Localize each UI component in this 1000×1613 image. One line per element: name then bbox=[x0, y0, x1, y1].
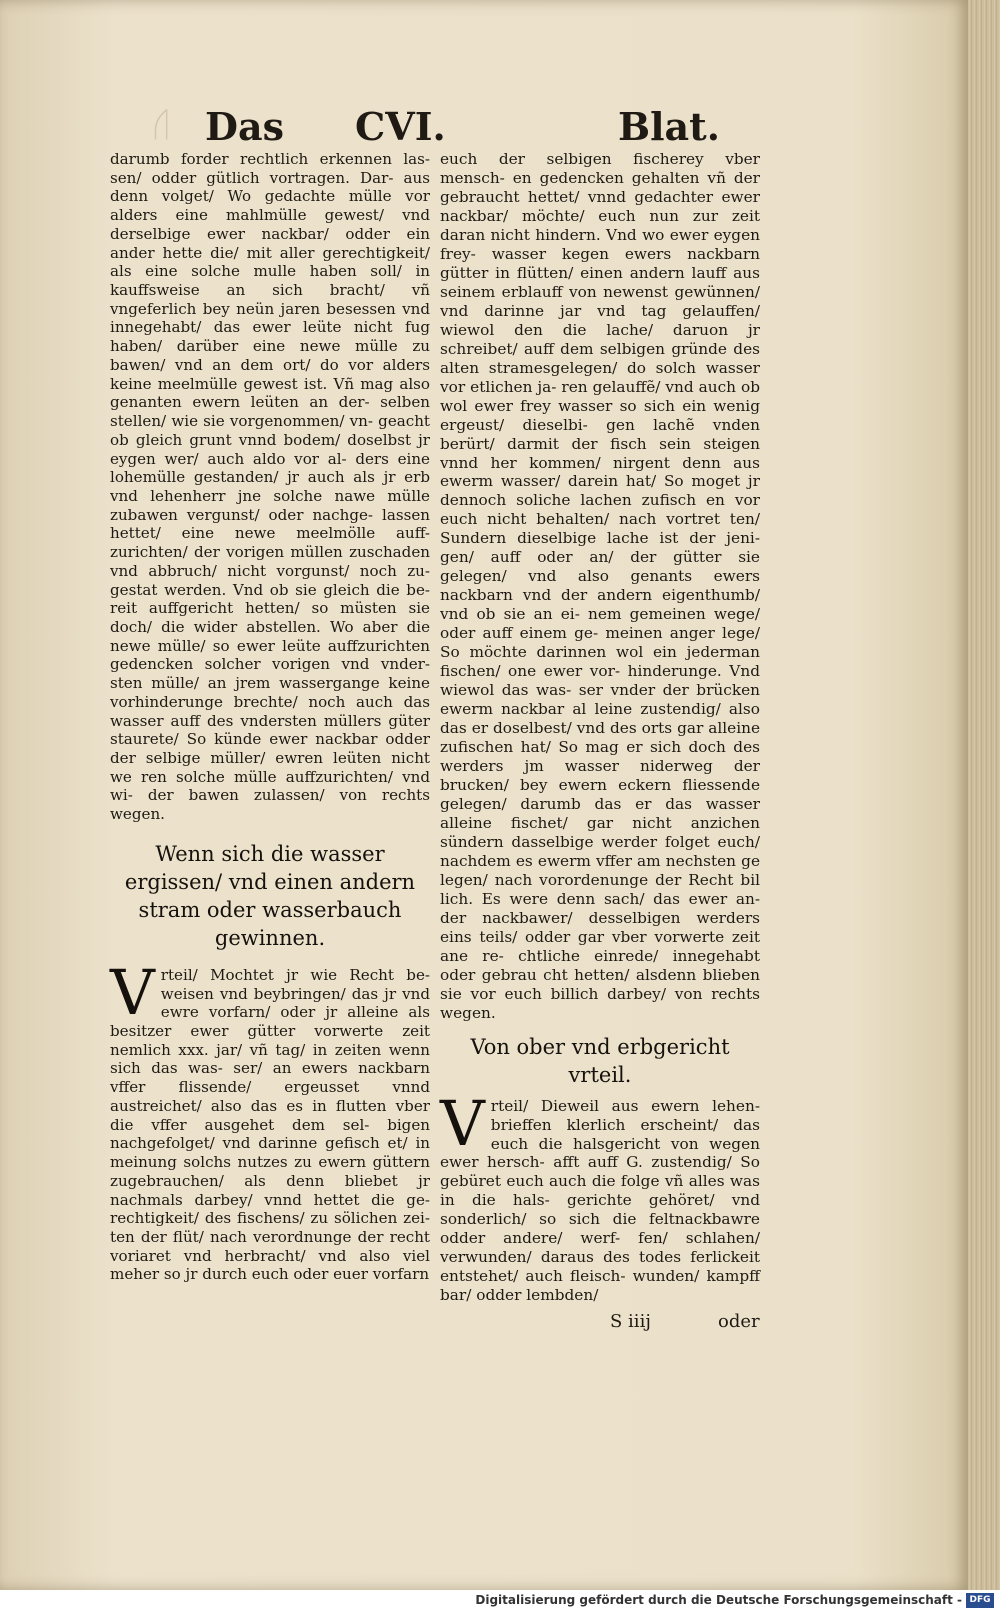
left-paragraph-1: darumb forder rechtlich erkennen las- sen/ odder gütlich vortragen. Dar- aus denn volget/ Wo gedachte mülle vor alders eine mahlmülle gewest/ vnd derselbige ewer nackbar/ odder ein ander hette die/ mit aller gerechtigkeit/ als eine solche mulle haben soll/ in kauffsweise an sich bracht/ vñ vngeferlich bey neün jaren besessen vnd innegehabt/ das ewer leüte nicht fug haben/ darüber eine newe mülle zu bawen/ vnd an dem ort/ do vor alders keine meelmülle gewest ist. Vñ mag also genanten ewern leüten an der- selben stellen/ wie sie vorgenommen/ vn- geacht ob gleich grunt vnnd bodem/ doselbst jr eygen wer/ auch aldo vor al- ders eine lohemülle gestanden/ jr auch als jr erb vnd lehenherr jne solche nawe mülle zubawen vergunst/ oder nachge- lassen hettet/ eine newe meelmölle auff- zurichten/ der vorigen müllen zuschaden vnd abbruch/ nicht vorgunst/ noch zu- gestat werden. Vnd ob sie gleich die be- reit auffgericht hetten/ so müsten sie doch/ die wider abstellen. Wo aber die newe mülle/ so ewer leüte auffzurichten gedencken solcher vorigen vnd vnder- sten mülle/ an jrem wassergange keine vorhinderunge brechte/ noch auch das wasser auff des vndersten müllers güter staurete/ So künde ewer nackbar odder der selbige müller/ ewren leüten nicht we ren solche mülle auffzurichten/ vnd wi- der bawen zulassen/ von rechts wegen. bbox=[110, 150, 430, 824]
left-paragraph-2-text: rteil/ Mochtet jr wie Recht be- weisen vnd beybringen/ das jr vnd ewre vorfarn/ oder jr alleine als besitzer ewer gütter vorwerte zeit nemlich xxx. jar/ vñ tag/ in zeiten wenn sich das was- ser/ an ewers nackbarn vffer flissende/ ergeusset vnnd austreichet/ also das es in flutten vber die vffer ausgehet dem sel- bigen nachgefolget/ vnd darinne gefisch et/ in meinung solchs nutzes zu ewern güttern zugebrauchen/ als denn bliebet jr nachmals darbey/ vnnd hettet die ge- rechtigkeit/ des fischens/ zu sölichen zei- ten der flüt/ nach verordnunge der recht voriaret vnd herbracht/ vnd also viel meher so jr durch euch oder euer vorfarn bbox=[110, 965, 430, 1284]
left-section-heading: Wenn sich die wasser ergissen/ vnd einen andern stram oder wasserbauch gewinnen. bbox=[124, 841, 416, 950]
left-drop-cap: V bbox=[110, 955, 155, 1029]
dfg-logo-icon: DFG bbox=[966, 1593, 994, 1608]
signature-mark: S iiij bbox=[610, 1311, 651, 1332]
footer-bar bbox=[0, 1590, 1000, 1613]
right-section-heading: Von ober vnd erbgericht vrteil. bbox=[470, 1034, 730, 1087]
right-paragraph-2 bbox=[440, 1086, 760, 1306]
right-column bbox=[440, 150, 760, 1305]
catchword: oder bbox=[718, 1311, 760, 1332]
right-drop-cap: V bbox=[440, 1086, 485, 1160]
right-paragraph-1: euch der selbigen fischerey vber mensch- en gedencken gehalten vñ der gebraucht hettet/ vnnd gedachter ewer nackbar/ möchte/ euch nun zur zeit daran nicht hindern. Vnd wo ewer eygen frey- wasser kegen ewers nackbarn gütter in flütten/ einen andern lauff aus seinem erblauff von newenst gewünnen/ vnd darinne jar vnd tag gelauffen/ wiewol den die lache/ daruon jr schreibet/ auff dem selbigen gründe des alten stramesgelegen/ do solch wasser vor etlichen ja- ren gelauffẽ/ vnd auch ob wol ewer frey wasser so sich ein wenig ergeust/ dieselbi- gen lachẽ vnden berürt/ darmit der fisch sein steigen vnnd her kommen/ nirgent denn aus ewerm wasser/ darein hat/ So moget jr dennoch soliche lachen zufisch en vor euch nicht behalten/ nach vortret ten/ Sundern dieselbige lache ist der jeni- gen/ auff oder an/ der gütter sie gelegen/ vnd also genants ewers nackbarn vnd der andern eigenthumb/ vnd ob sie an ei- nem gemeinen wege/ oder auff einem ge- meinen anger lege/ So möchte darinnen wol ein jederman fischen/ one ewer vor- hinderunge. Vnd wiewol das was- ser vnder der brücken ewerm nackbar al leine zustendig/ also das er doselbest/ vnd des orts gar alleine zufischen hat/ So mag er sich doch des werders jm wasser niderweg der brucken/ bey ewern eckern fliessende gelegen/ darumb das er das wasser alleine fischet/ gar nicht anzichen sündern dasselbige werder folget euch/ nachdem es ewerm vffer am nechsten ge legen/ nach vorordenunge der Recht bil lich. Es were denn sach/ das ewer an- der nackbawer/ desselbigen werders eins teils/ odder gar vber vorwerte zeit ane re- chtliche einrede/ innegehabt oder gebrau cht hetten/ alsdenn blieben sie vor euch billich darbey/ von rechts wegen. bbox=[440, 150, 760, 1022]
page-edge bbox=[968, 0, 1000, 1590]
running-head-left: Das bbox=[205, 104, 284, 149]
right-paragraph-2-text: rteil/ Dieweil aus ewern lehen- brieffen klerlich erscheint/ das euch die halsgericht von wegen ewer hersch- afft auff G. zustendig/ So gebüret euch auch die folge vñ alles was in die hals- gerichte gehöret/ vnd sonderlich/ so sich die feltnackbawre odder andere/ werf- fen/ schlahen/ verwunden/ daraus des todes ferlickeit entstehet/ auch fleisch- wunden/ kampff bar/ odder lembden/ bbox=[440, 1096, 760, 1305]
folio-number: CVI. bbox=[355, 104, 446, 149]
running-head-right: Blat. bbox=[618, 104, 720, 149]
left-paragraph-2 bbox=[110, 955, 430, 1284]
bleed-through-text: ᚢ bbox=[150, 105, 172, 145]
footer-credit: Digitalisierung gefördert durch die Deutsche Forschungsgemeinschaft - bbox=[475, 1593, 962, 1607]
left-column bbox=[110, 150, 430, 1284]
